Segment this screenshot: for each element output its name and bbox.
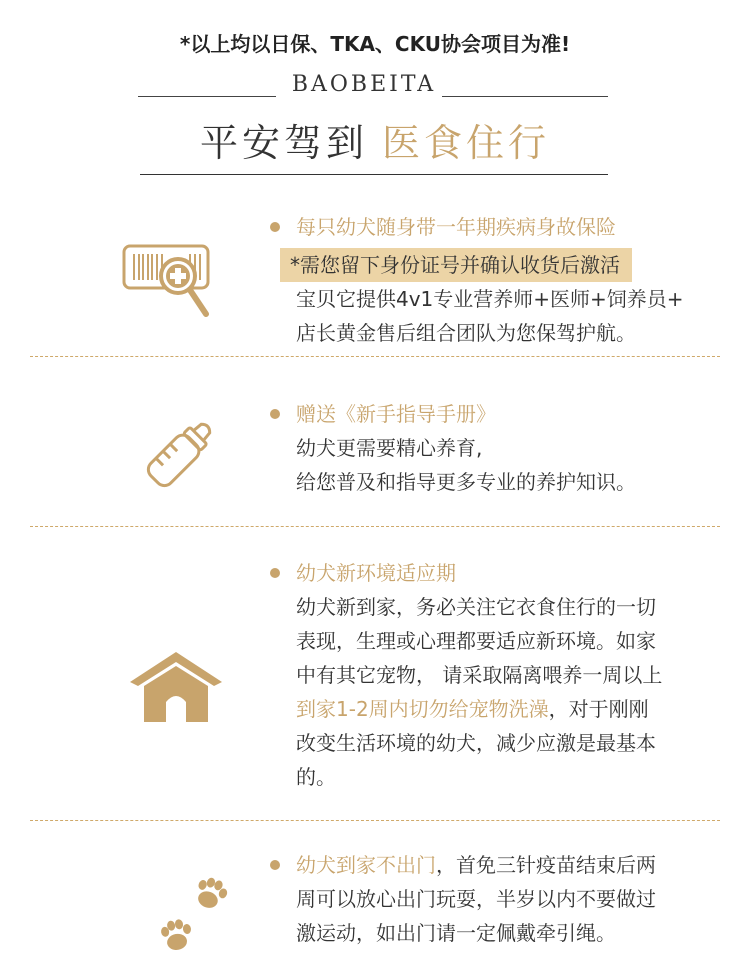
bullet [270, 409, 280, 419]
section-adaptation [270, 556, 662, 794]
body-text: ，首免三针疫苗结束后两 [436, 853, 656, 877]
section-title: 幼犬到家不出门 [296, 853, 436, 877]
title-dark: 平安驾到 [199, 121, 368, 165]
body-line: 改变生活环境的幼犬，减少应激是最基本 [296, 731, 656, 755]
title-rule [140, 174, 608, 175]
activation-note: *需您留下身份证号并确认收货后激活 [280, 248, 632, 282]
body-line: 店长黄金售后组合团队为您保驾护航。 [296, 321, 636, 345]
section-divider [30, 820, 720, 821]
paw-prints-icon [150, 872, 240, 964]
body-line: 的。 [296, 765, 336, 789]
section-title: 每只幼犬随身带一年期疾病身故保险 [296, 215, 616, 239]
body-line: 幼犬更需要精心养育, [296, 436, 483, 460]
section-outdoor [270, 848, 656, 950]
brand-line-right [442, 96, 608, 97]
body-line: 中有其它宠物， 请采取隔离喂养一周以上 [296, 663, 663, 687]
section-title: 赠送《新手指导手册》 [296, 402, 496, 426]
title-gold: 医食住行 [382, 121, 551, 165]
bullet [270, 860, 280, 870]
body-line: 幼犬新到家，务必关注它衣食住行的一切 [296, 595, 656, 619]
section-manual [270, 397, 636, 499]
page-title [0, 112, 750, 167]
brand-line-left [138, 96, 276, 97]
section-divider [30, 526, 720, 527]
bullet [270, 568, 280, 578]
body-line: 表现，生理或心理都要适应新环境。如家 [296, 629, 656, 653]
baby-bottle-icon [140, 414, 220, 498]
body-line: 宝贝它提供4v1专业营养师+医师+饲养员+ [296, 287, 684, 311]
notice-text: *以上均以日保、TKA、CKU协会项目为准! [179, 32, 571, 56]
body-line: 周可以放心出门玩耍，半岁以内不要做过 [296, 887, 656, 911]
body-line: 给您普及和指导更多专业的养护知识。 [296, 470, 636, 494]
dog-house-icon [128, 650, 224, 730]
body-line [270, 692, 662, 726]
bath-warning: 到家1-2周内切勿给宠物洗澡 [296, 697, 549, 721]
brand-row [138, 72, 608, 102]
bullet [270, 222, 280, 232]
insurance-card-magnifier-icon [120, 240, 220, 334]
body-line: 激运动，如出门请一定佩戴牵引绳。 [296, 921, 616, 945]
body-text: ，对于刚刚 [548, 697, 649, 721]
section-title: 幼犬新环境适应期 [296, 561, 456, 585]
section-divider [30, 356, 720, 357]
section-insurance [270, 210, 684, 350]
brand-name: BAOBEITA [291, 72, 437, 97]
